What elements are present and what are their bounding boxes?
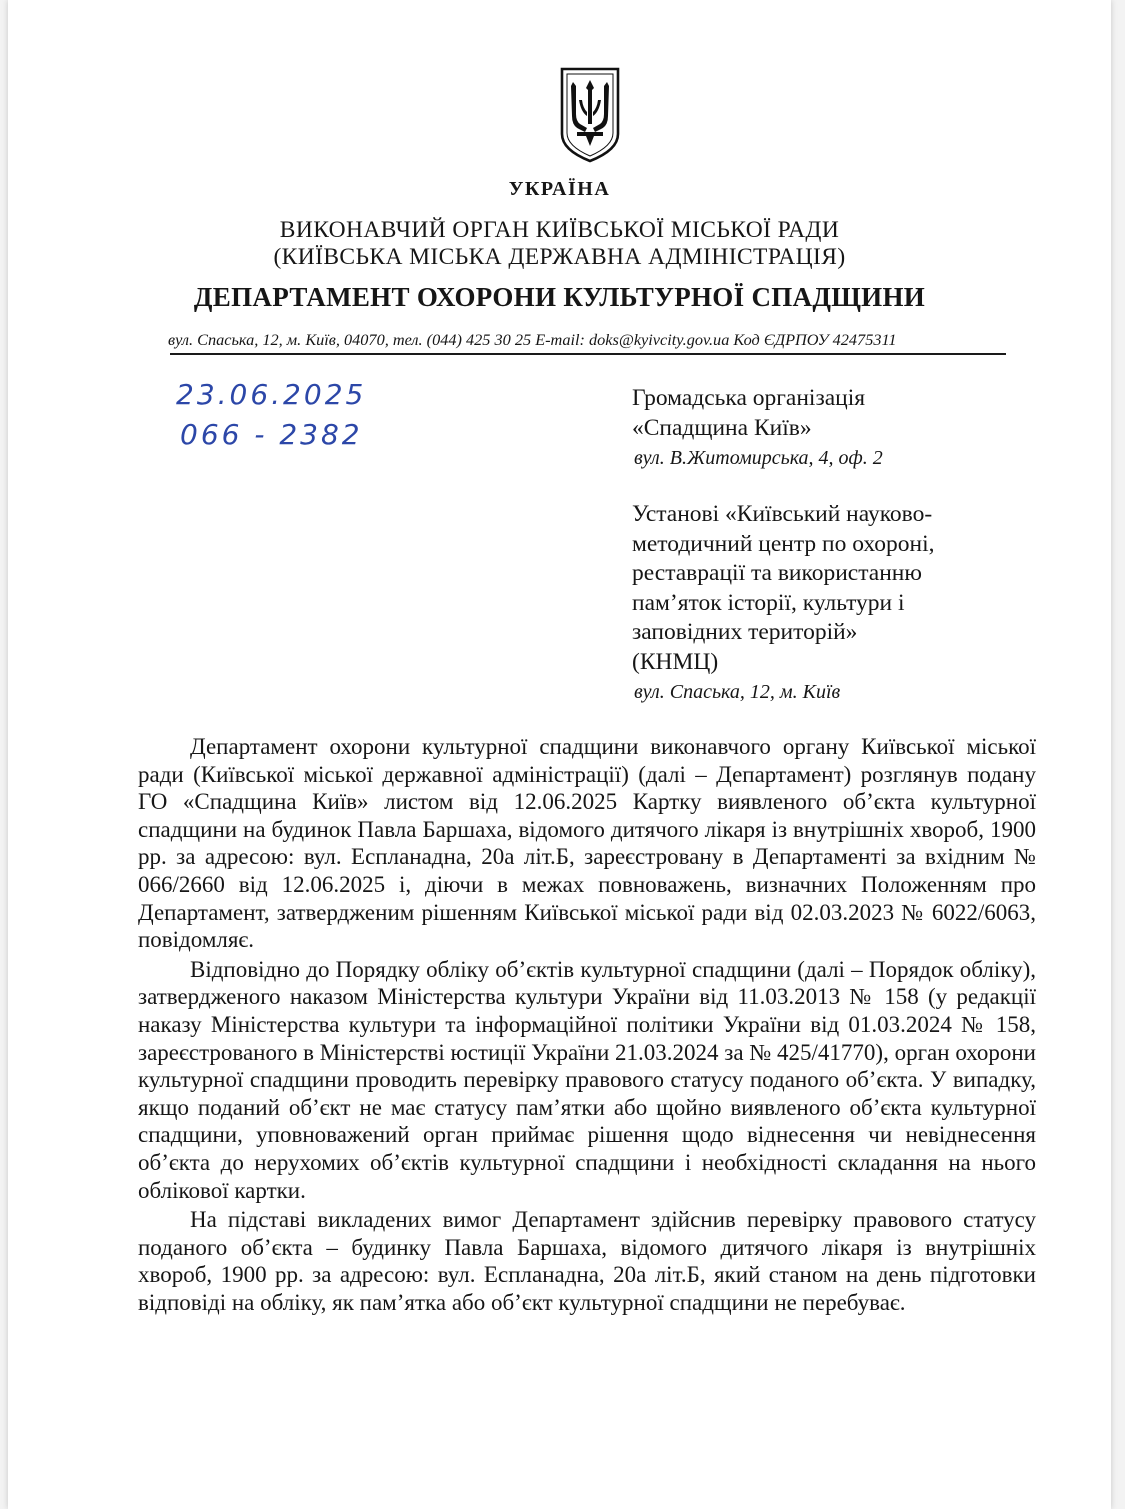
recipient-line: пам’яток історії, культури і (632, 589, 905, 616)
recipient-line: (КНМЦ) (632, 648, 719, 675)
recipient-line: «Спадщина Київ» (632, 414, 812, 441)
letter-body (138, 733, 1036, 1318)
handwritten-date: 23.06.2025 (176, 378, 367, 411)
department-title: ДЕПАРТАМЕНТ ОХОРОНИ КУЛЬТУРНОЇ СПАДЩИНИ (193, 282, 926, 312)
recipient-line: заповідних територій» (632, 619, 858, 645)
recipient-address: вул. Спаська, 12, м. Київ (634, 681, 841, 703)
body-paragraph: Відповідно до Порядку обліку об’єктів культурної спадщини (далі – Порядок обліку), затвердженого наказом Міністерства культури України від 11.03.2013 № 158 (у редакції наказу Міністерства культури та інформаційної політики України від 01.03.2024 № 158, зареєстрованого в Міністерстві юстиції України 21.03.2024 за № 425/41770), орган охорони культурної спадщини проводить перевірку правового статусу поданого об’єкта. У випадку, якщо поданий об’єкт не має статусу пам’ятки або щойно виявленого об’єкта культурної спадщини, уповноважений орган приймає рішення щодо віднесення чи невіднесення об’єкта до нерухомих об’єктів культурної спадщини і необхідності складання на нього облікової картки. (138, 956, 1036, 1203)
body-paragraph: На підставі викладених вимог Департамент здійснив перевірку правового статусу поданого об’єкта – будинку Павла Баршаха, відомого дитячого лікаря із внутрішніх хвороб, 1900 рр. за адресою: вул. Еспланадна, 20а літ.Б, який станом на день підготовки відповіді на обліку, як пам’ятка або об’єкт культурної спадщини не перебуває. (138, 1207, 1036, 1315)
recipient-line: Установі «Київський науково- (632, 501, 933, 527)
recipient-line: методичний центр по охороні, (632, 530, 935, 557)
handwritten-registration-number: 066 - 2382 (180, 418, 363, 451)
organization-subname: (КИЇВСЬКА МІСЬКА ДЕРЖАВНА АДМІНІСТРАЦІЯ) (273, 244, 846, 270)
letter-page (8, 0, 1111, 1509)
recipient-line: реставрації та використанню (632, 560, 922, 586)
country-title: УКРАЇНА (508, 178, 611, 200)
trident-coat-of-arms-icon (559, 66, 621, 164)
recipient-block (632, 384, 883, 473)
recipient-line: Громадська організація (632, 385, 866, 411)
body-paragraph: Департамент охорони культурної спадщини виконавчого органу Київської міської ради (Київської міської державної адміністрації) (далі – Департамент) розглянув подану ГО «Спадщина Київ» листом від 12.06.2025 Картку виявленого об’єкта культурної спадщини на будинок Павла Баршаха, відомого дитячого лікаря із внутрішніх хвороб, 1900 рр. за адресою: вул. Еспланадна, 20а літ.Б, зареєстровану в Департаменті за вхідним № 066/2660 від 12.06.2025 і, діючи в межах повноважень, визначних Положенням про Департамент, затвердженим рішенням Київської міської ради від 02.03.2023 № 6022/6063, повідомляє. (138, 734, 1036, 953)
recipient-block (632, 500, 935, 707)
contact-line: вул. Спаська, 12, м. Київ, 04070, тел. (044) 425 30 25 E-mail: doks@kyivcity.gov.ua Код ЄДРПОУ 42475311 (168, 330, 897, 349)
recipient-address: вул. В.Житомирська, 4, оф. 2 (634, 447, 883, 469)
organization-name: ВИКОНАВЧИЙ ОРГАН КИЇВСЬКОЇ МІСЬКОЇ РАДИ (279, 217, 840, 243)
header-divider (170, 353, 1006, 355)
